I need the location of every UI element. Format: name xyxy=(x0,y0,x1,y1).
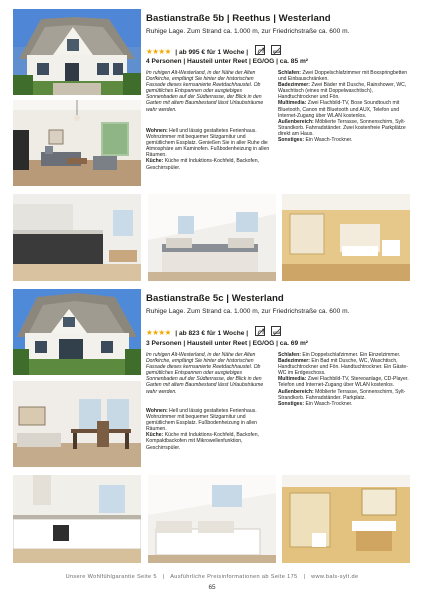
house2-exterior-photo xyxy=(13,289,141,375)
house2-title: Bastianstraße 5c | Westerland xyxy=(146,293,284,304)
house1-misc: Sonstiges: Ein Wasch-Trockner. xyxy=(278,137,353,144)
house2-intro: Im ruhigen Alt-Westerland, in der Nähe der Alten Dorfkirche, empfängt Sie hinter der historischen Fassade dieses kernsanierte Reetdachhaustel. Ob gemütliches Entspannen oder ausgiebiges Sonnenbaden auf der Südterrasse, der Blick in den Garten mit altem Baumbestand lässt Urlaubsträume wahr werden. xyxy=(146,352,264,395)
house2-kitchen-photo xyxy=(13,475,141,563)
footer xyxy=(0,574,424,580)
house1-price: | ab 995 € für 1 Woche | xyxy=(175,49,249,56)
house1-living-room-photo xyxy=(13,100,141,186)
footer-website-link[interactable]: www.bals-sylt.de xyxy=(311,574,359,580)
house2-stars: ★★★★ xyxy=(146,328,171,337)
house1-title: Bastianstraße 5b | Reethus | Westerland xyxy=(146,13,331,24)
house2-outdoor: Außenbereich: Möblierte Terrasse, Sonnenschirm, Sylt-Strandkorb. Fahrradständer. Parkplatz. xyxy=(278,388,406,401)
house1-details-left xyxy=(146,128,274,171)
footer-price-info-link[interactable]: Ausführliche Preisinformationen ab Seite 175 xyxy=(170,574,298,580)
house1-kitchen-photo xyxy=(13,194,141,281)
house1-bedroom-photo xyxy=(148,194,276,281)
house1-bathroom: Badezimmer: Zwei Bäder mit Dusche, Rainshower, WC, Waschtisch (eines mit Doppelwaschtisch), Handtuchtrockner und Fön. xyxy=(278,82,407,101)
no-smoking-icon xyxy=(271,45,281,55)
house1-outdoor: Außenbereich: Möblierte Terrasse, Sonnenschirm, Sylt-Strandkorb. Fahrradständer. Zwei kostenfreie Parkplätze direkt am Haus. xyxy=(278,118,406,137)
house1-living: Wohnen: Hell und lässig gestaltetes Ferienhaus. Wohnzimmer mit bequemer Sitzgarnitur und gemütlichem Essplatz. Genießen Sie in aller Ruhe die Atmosphäre am Kaminofen. Fußbodenheizung in allen Räumen. xyxy=(146,128,270,159)
house1-multimedia: Multimedia: Zwei Flachbild-TV, Bose Soundtouch mit Bluetooth, Canon mit Bluetooth und AUX, Telefon und Internet-Zugang über WLAN kostenlos. xyxy=(278,100,400,119)
house1-exterior-photo xyxy=(13,9,141,95)
house2-living-room-photo xyxy=(13,381,141,467)
page-number: 65 xyxy=(208,584,216,591)
house2-bathroom: Badezimmer: Ein Bad mit Dusche, WC, Waschtisch, Handtuchtrockner und Fön. Handtuchtrockner. Ein Gäste-WC im Erdgeschoss. xyxy=(278,358,408,377)
house2-details-right xyxy=(278,352,414,407)
house1-intro: Im ruhigen Alt-Westerland, in der Nähe der Alten Dorfkirche, empfängt Sie hinter der historischen Fassade dieses kernsanierte Reetdachhaustel. Ob gemütliches Entspannen oder ausgiebiges Sonnenbaden auf der Südterrasse, der Blick in den Garten mit altem Baumbestand lässt Urlaubsträume wahr werden. xyxy=(146,70,264,113)
house2-location: Ruhige Lage. Zum Strand ca. 1.000 m, zur Friedrichstraße ca. 600 m. xyxy=(146,308,350,315)
no-smoking-icon xyxy=(271,326,281,336)
house2-specs: 3 Personen | Hausteil unter Reet | EG/OG | ca. 69 m² xyxy=(146,340,309,347)
no-dogs-icon xyxy=(255,326,265,336)
house2-bathroom-photo xyxy=(282,475,410,563)
house2-misc: Sonstiges: Ein Wasch-Trockner. xyxy=(278,400,353,407)
no-dogs-icon xyxy=(255,45,265,55)
house2-kitchen: Küche: Küche mit Induktions-Kochfeld, Backofen, Kompaktbackofen mit Mikrowellenfunktion, Geschirrspüler. xyxy=(146,432,259,451)
house2-living: Wohnen: Hell und lässig gestaltetes Ferienhaus. Wohnzimmer mit bequemer Sitzgarnitur und gemütlichem Essplatz. Fußbodenheizung in allen Räumen. xyxy=(146,408,257,433)
house1-kitchen: Küche: Küche mit Induktions-Kochfeld, Backofen, Geschirrspüler. xyxy=(146,158,259,171)
house1-price-row xyxy=(146,41,281,56)
house2-price-row xyxy=(146,322,281,337)
footer-separator: | xyxy=(162,574,165,580)
house2-sleeping: Schlafen: Ein Doppelschlafzimmer. Ein Einzelzimmer. xyxy=(278,352,401,358)
house2-price: | ab 823 € für 1 Woche | xyxy=(175,330,249,337)
footer-guarantee-link[interactable]: Unsere Wohlfühlgarantie Seite 5 xyxy=(65,574,157,580)
house1-specs: 4 Personen | Hausteil unter Reet | EG/OG | ca. 85 m² xyxy=(146,58,309,65)
house1-sleeping: Schlafen: Zwei Doppelschlafzimmer mit Boxspringbetten und Einbauschränken. xyxy=(278,70,408,83)
house2-details-left xyxy=(146,408,274,451)
house1-stars: ★★★★ xyxy=(146,47,171,56)
house2-bedroom-photo xyxy=(148,475,276,563)
house1-details-right xyxy=(278,70,414,143)
footer-separator: | xyxy=(303,574,306,580)
house1-location: Ruhige Lage. Zum Strand ca. 1.000 m, zur Friedrichstraße ca. 600 m. xyxy=(146,28,350,35)
house2-multimedia: Multimedia: Zwei Flachbild-TV, Stereoanlage, CD-Player. Telefon und Internet-Zugang über WLAN kostenlos. xyxy=(278,376,409,389)
house1-bathroom-photo xyxy=(282,194,410,281)
